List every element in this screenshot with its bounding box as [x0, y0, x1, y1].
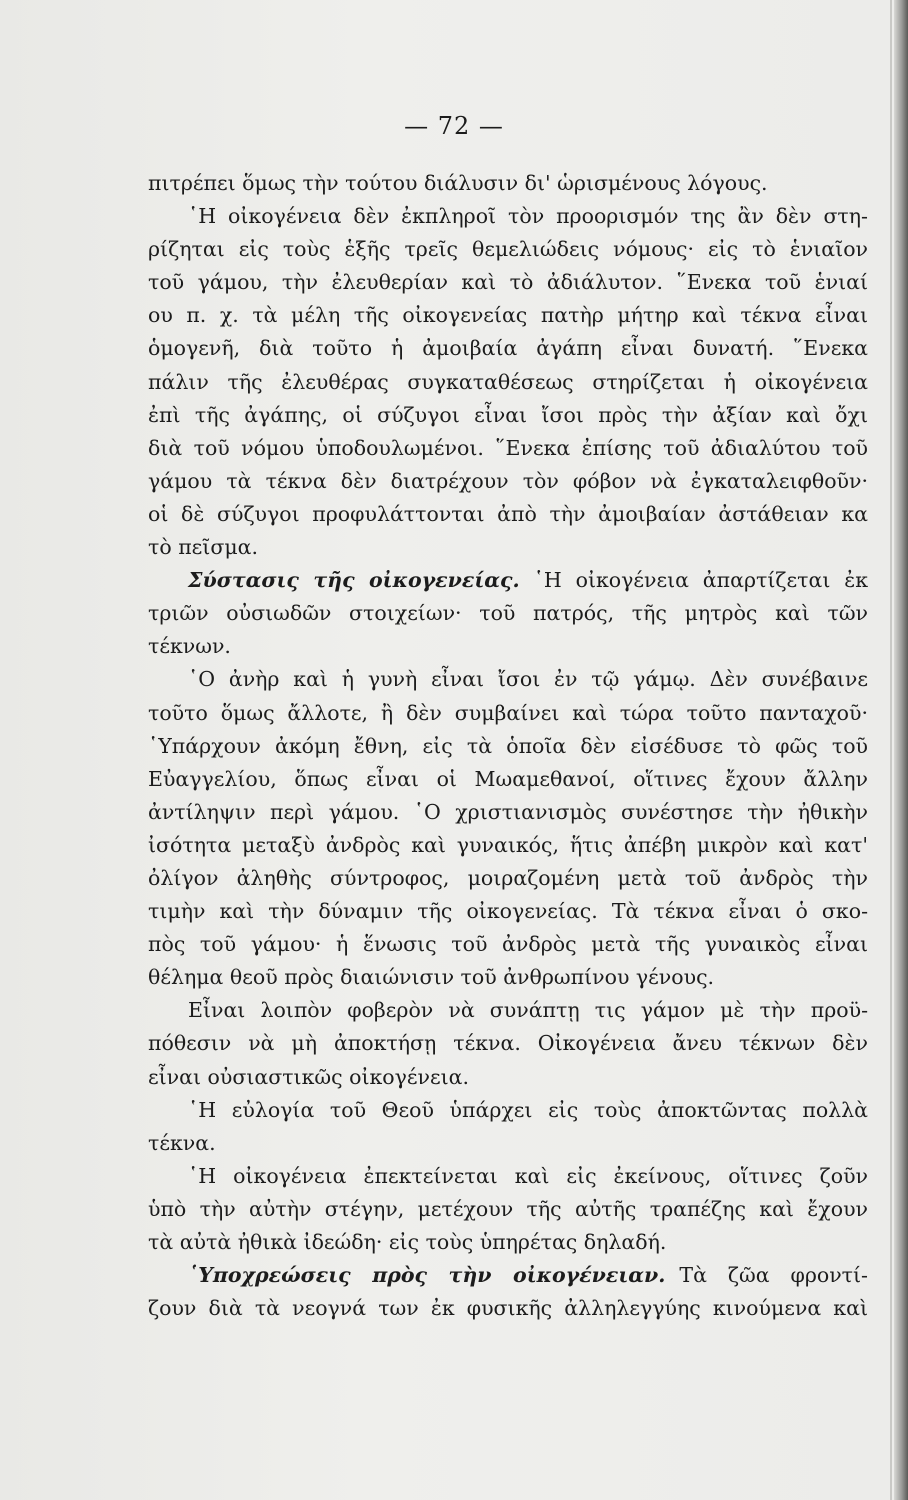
text-line-content: ἰσότητα μεταξὺ ἀνδρὸς καὶ γυναικός, ἥτις ἀπέβη μικρὸν καὶ κατ' [148, 832, 868, 857]
text-line [148, 1127, 868, 1160]
text-line-content: Εὐαγγελίου, ὅπως εἶναι οἱ Μωαμεθανοί, οἵτινες ἔχουν ἄλλην [148, 766, 868, 791]
text-line-content: τέκνων. [148, 634, 231, 659]
text-line [148, 366, 868, 399]
text-line-content: ῾Ο ἀνὴρ καὶ ἡ γυνὴ εἶναι ἴσοι ἐν τῷ γάμῳ. Δὲν συνέβαινε [188, 667, 868, 692]
text-line [148, 332, 868, 365]
text-line [148, 200, 868, 233]
text-line [148, 531, 868, 564]
text-line-content: ῾Η εὐλογία τοῦ Θεοῦ ὑπάρχει εἰς τοὺς ἀποκτῶντας πολλὰ [188, 1097, 868, 1122]
text-line [148, 167, 868, 200]
text-line [148, 1226, 868, 1259]
text-line [148, 895, 868, 928]
text-line [148, 697, 868, 730]
text-line [148, 730, 868, 763]
text-line-content: θέλημα θεοῦ πρὸς διαιώνισιν τοῦ ἀνθρωπίνου γένους. [148, 965, 715, 990]
text-line [148, 233, 868, 266]
text-line-content: ἐπὶ τῆς ἀγάπης, οἱ σύζυγοι εἶναι ἴσοι πρὸς τὴν ἀξίαν καὶ ὄχι [148, 402, 868, 427]
text-line-content: ου π. χ. τὰ μέλη τῆς οἰκογενείας πατὴρ μήτηρ καὶ τέκνα εἶναι [148, 303, 868, 328]
text-line [148, 498, 868, 531]
text-line [148, 1061, 868, 1094]
page-gutter-line [890, 0, 892, 1500]
text-line-content: τριῶν οὐσιωδῶν στοιχείων· τοῦ πατρός, τῆς μητρὸς καὶ τῶν [148, 601, 868, 626]
text-line-content: τιμὴν καὶ τὴν δύναμιν τῆς οἰκογενείας. Τὰ τέκνα εἶναι ὁ σκο- [148, 899, 868, 924]
text-line [148, 399, 868, 432]
text-line-content: Εἶναι λοιπὸν φοβερὸν νὰ συνάπτῃ τις γάμον μὲ τὴν προϋ- [188, 998, 868, 1023]
text-line-content: ὑπὸ τὴν αὐτὴν στέγην, μετέχουν τῆς αὐτῆς τραπέζης καὶ ἔχουν [148, 1196, 868, 1221]
text-line-content: ρίζηται εἰς τοὺς ἑξῆς τρεῖς θεμελιώδεις νόμους· εἰς τὸ ἑνιαῖον [148, 237, 868, 262]
text-line-content: πὸς τοῦ γάμου· ἡ ἕνωσις τοῦ ἀνδρὸς μετὰ τῆς γυναικὸς εἶναι [148, 932, 868, 957]
text-line [148, 1094, 868, 1127]
text-line [148, 961, 868, 994]
text-line-content: ἀντίληψιν περὶ γάμου. ῾Ο χριστιανισμὸς συνέστησε τὴν ἠθικὴν [148, 799, 868, 824]
text-line [148, 862, 868, 895]
text-line [148, 763, 868, 796]
text-line [148, 564, 868, 597]
text-line-content: ζουν διὰ τὰ νεογνά των ἐκ φυσικῆς ἀλληλεγγύης κινούμενα καὶ [148, 1296, 868, 1321]
text-line-content: τὰ αὐτὰ ἠθικὰ ἰδεώδη· εἰς τοὺς ὑπηρέτας δηλαδή. [148, 1230, 667, 1254]
text-line-content: διὰ τοῦ νόμου ὑποδουλωμένοι. ῞Ενεκα ἐπίσης τοῦ ἀδιαλύτου τοῦ [148, 435, 868, 460]
text-line-content: πιτρέπει ὅμως τὴν τούτου διάλυσιν δι' ὡρισμένους λόγους. [148, 171, 768, 195]
text-line-content: εἶναι οὐσιαστικῶς οἰκογένεια. [148, 1064, 469, 1089]
text-line-content: ῾Η οἰκογένεια ἐπεκτείνεται καὶ εἰς ἐκείνους, οἵτινες ζοῦν [188, 1163, 868, 1188]
text-line [148, 1193, 868, 1226]
text-line [148, 829, 868, 862]
text-line [148, 597, 868, 630]
book-spine-edge [894, 0, 908, 1500]
text-line [148, 1027, 868, 1060]
text-line-content: τέκνα. [148, 1130, 216, 1155]
text-line-content: πάλιν τῆς ἐλευθέρας συγκαταθέσεως στηρίζεται ἡ οἰκογένεια [148, 369, 868, 394]
section-heading: ῾Υποχρεώσεις πρὸς τὴν οἰκογένειαν. [188, 1263, 666, 1288]
text-line [148, 299, 868, 332]
text-line [148, 663, 868, 696]
text-line-content: τὸ πεῖσμα. [148, 535, 259, 560]
text-line [148, 1160, 868, 1193]
section-heading: Σύστασις τῆς οἰκογενείας. [188, 568, 520, 593]
page-number: — 72 — [404, 112, 504, 140]
text-line-content: ὀλίγον ἀληθὴς σύντροφος, μοιραζομένη μετὰ τοῦ ἀνδρὸς τὴν [148, 865, 868, 890]
text-line [148, 928, 868, 961]
text-line-content: ῾Η οἰκογένεια ἀπαρτίζεται ἐκ [533, 568, 868, 593]
text-line-content: ὁμογενῆ, διὰ τοῦτο ἡ ἀμοιβαία ἀγάπη εἶναι δυνατή. ῞Ενεκα [148, 336, 868, 361]
body-text [148, 167, 868, 1325]
text-line [148, 1292, 868, 1325]
text-line-content: τοῦτο ὅμως ἄλλοτε, ἢ δὲν συμβαίνει καὶ τώρα τοῦτο πανταχοῦ· [148, 700, 868, 725]
text-line [148, 994, 868, 1027]
text-line [148, 432, 868, 465]
text-line [148, 630, 868, 663]
text-line-content: Τὰ ζῶα φροντί- [679, 1263, 868, 1288]
text-line [148, 796, 868, 829]
text-line [148, 465, 868, 498]
text-line [148, 1259, 868, 1292]
text-line-content: γάμου τὰ τέκνα δὲν διατρέχουν τὸν φόβον νὰ ἐγκαταλειφθοῦν· [148, 468, 868, 493]
text-line [148, 266, 868, 299]
text-line-content: πόθεσιν νὰ μὴ ἀποκτήσῃ τέκνα. Οἰκογένεια ἄνευ τέκνων δὲν [148, 1031, 868, 1056]
text-line-content: ῾Υπάρχουν ἀκόμη ἔθνη, εἰς τὰ ὁποῖα δὲν εἰσέδυσε τὸ φῶς τοῦ [148, 733, 868, 758]
text-line-content: ῾Η οἰκογένεια δὲν ἐκπληροῖ τὸν προορισμόν της ἂν δὲν στη- [188, 204, 868, 229]
text-line-content: τοῦ γάμου, τὴν ἐλευθερίαν καὶ τὸ ἀδιάλυτον. ῞Ενεκα τοῦ ἑνιαί [148, 270, 868, 295]
text-line-content: οἱ δὲ σύζυγοι προφυλάττονται ἀπὸ τὴν ἀμοιβαίαν ἀστάθειαν κα [148, 501, 868, 526]
